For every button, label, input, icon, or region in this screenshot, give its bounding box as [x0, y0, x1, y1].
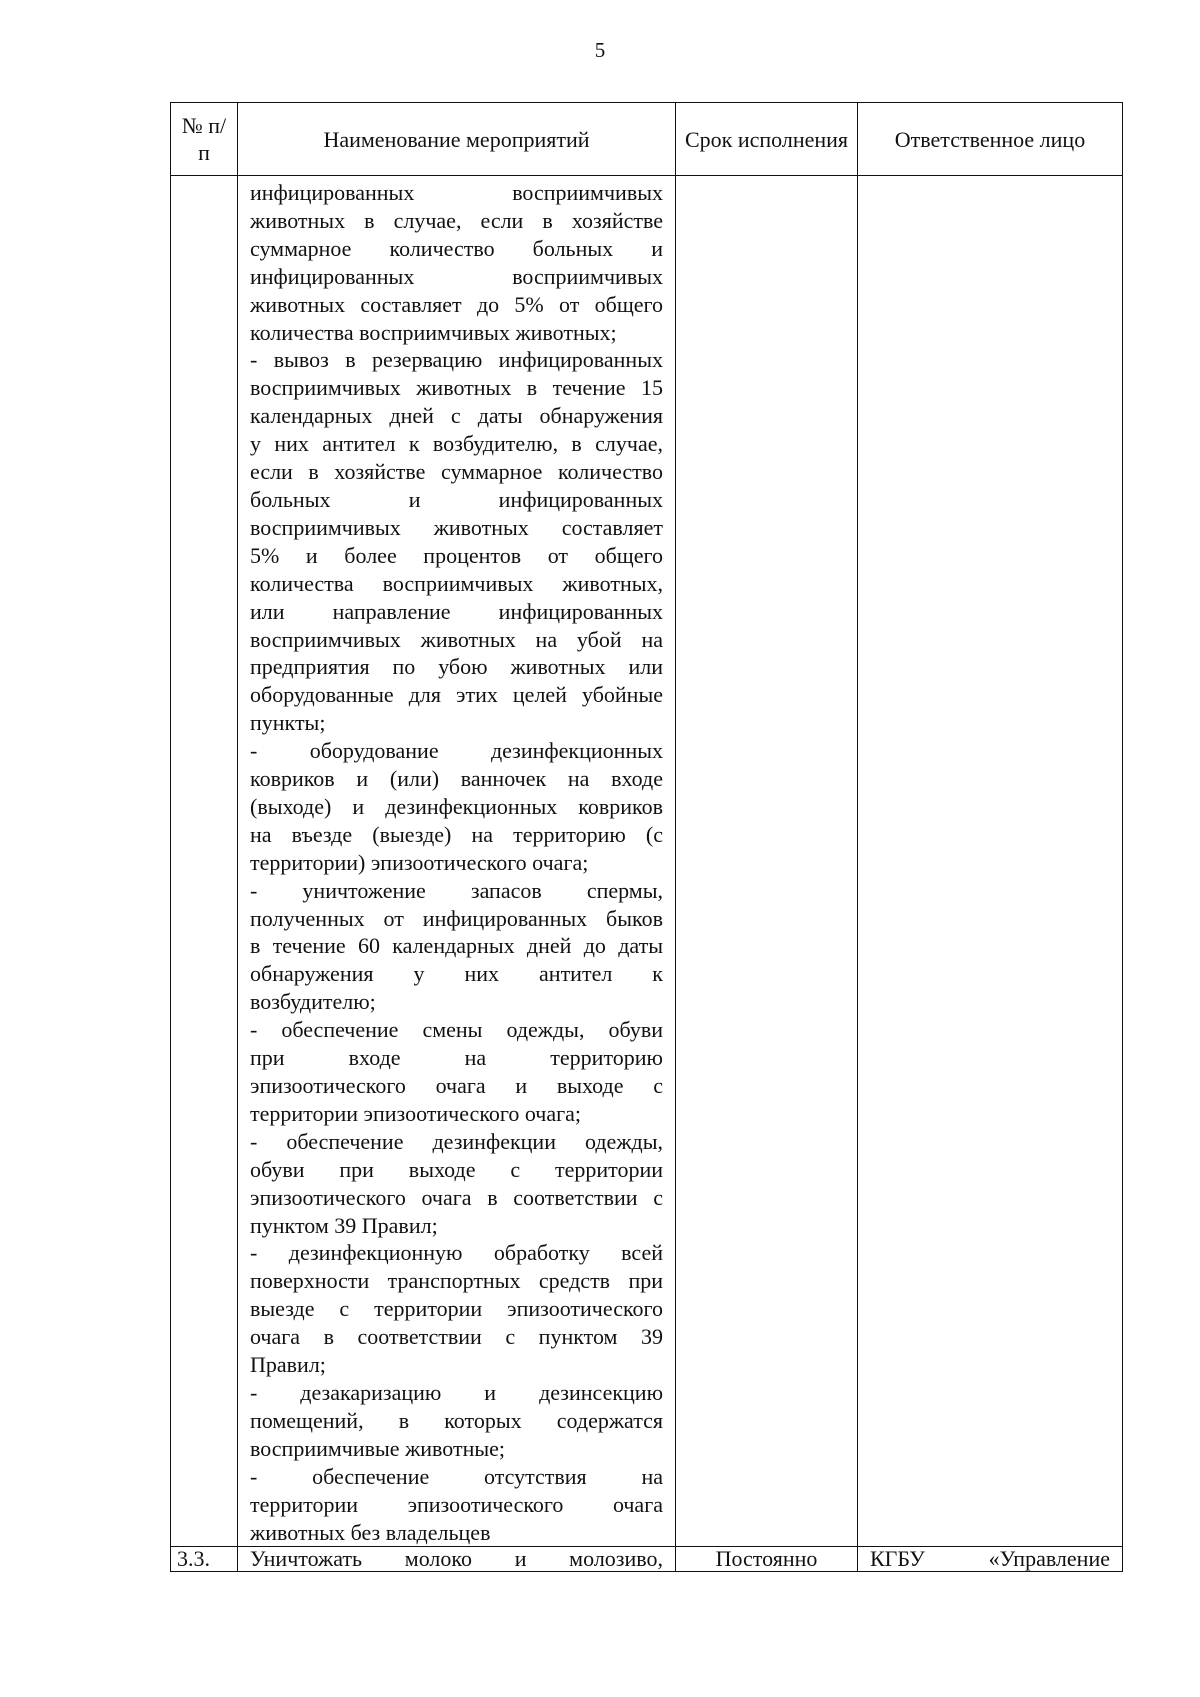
measure-text-line: суммарное количество больных и — [250, 235, 663, 261]
measure-text-line: - дезакаризацию и дезинсекцию — [250, 1379, 663, 1405]
measure-text-line: восприимчивых животных составляет — [250, 514, 663, 540]
measure-text-line: эпизоотического очага в соответствии с — [250, 1184, 663, 1210]
measure-text-line: при входе на территорию — [250, 1045, 663, 1071]
measure-text-line: восприимчивых животных на убой на — [250, 626, 663, 652]
measure-text-line: Правил; — [250, 1352, 326, 1378]
measure-text-line: - обеспечение отсутствия на — [250, 1463, 663, 1489]
measure-text-line: животных в случае, если в хозяйстве — [250, 207, 663, 233]
measure-text-line: восприимчивые животные; — [250, 1435, 506, 1461]
cell-term — [676, 176, 858, 1547]
page-number: 5 — [594, 38, 606, 62]
cell-responsible-3-3-text: КГБУ «Управление — [870, 1546, 1110, 1572]
cell-num — [171, 176, 238, 1547]
measure-text-line: эпизоотического очага и выходе с — [250, 1073, 663, 1098]
measure-text-line: - обеспечение дезинфекции одежды, — [250, 1128, 663, 1154]
measure-text-line: (выходе) и дезинфекционных ковриков — [250, 793, 663, 819]
measure-text-line: больных и инфицированных — [250, 486, 663, 512]
measure-text-line: пункты; — [250, 710, 326, 736]
measure-text-line: - уничтожение запасов спермы, — [250, 877, 663, 903]
measure-text-line: поверхности транспортных средств при — [250, 1268, 663, 1294]
measure-text-line: территории эпизоотического очага; — [250, 1100, 582, 1126]
header-num: № п/п — [171, 103, 238, 176]
cell-num-3-3: 3.3. — [171, 1547, 238, 1572]
measure-text-line: обуви при выходе с территории — [250, 1156, 663, 1182]
measure-text-line: полученных от инфицированных быков — [250, 905, 663, 931]
header-responsible: Ответственное лицо — [858, 103, 1123, 176]
measure-text-line: животных без владельцев — [250, 1519, 491, 1545]
measure-text-line: - оборудование дезинфекционных — [250, 738, 663, 764]
measure-text-line: количества восприимчивых животных, — [250, 570, 663, 596]
measure-text-line: ковриков и (или) ванночек на входе — [250, 766, 663, 792]
measure-text-line: у них антител к возбудителю, в случае, — [250, 431, 663, 457]
measure-text-line: инфицированных восприимчивых — [250, 180, 663, 205]
measure-text-line: на въезде (выезде) на территорию (с — [250, 821, 663, 847]
table-header-row — [171, 103, 1123, 176]
cell-responsible-3-3 — [858, 1547, 1123, 1572]
measure-text-line: календарных дней с даты обнаружения — [250, 403, 663, 429]
measure-text-line: в течение 60 календарных дней до даты — [250, 933, 663, 959]
measure-text-line: обнаружения у них антител к — [250, 961, 663, 987]
cell-responsible — [858, 176, 1123, 1547]
measure-text-line: - обеспечение смены одежды, обуви — [250, 1017, 663, 1043]
measure-text-line: животных составляет до 5% от общего — [250, 291, 663, 317]
measure-text-line: если в хозяйстве суммарное количество — [250, 459, 663, 485]
measure-text-line: 5% и более процентов от общего — [250, 542, 663, 568]
table-row-3-3 — [171, 1547, 1123, 1572]
measure-text-line: очага в соответствии с пунктом 39 — [250, 1324, 663, 1350]
header-name: Наименование мероприятий — [238, 103, 676, 176]
measure-text-line: возбудителю; — [250, 989, 376, 1015]
header-term: Срок исполнения — [676, 103, 858, 176]
cell-name-3-3 — [238, 1547, 676, 1572]
measure-text-line: - дезинфекционную обработку всей — [250, 1240, 663, 1266]
measures-table — [170, 102, 1123, 1572]
cell-name-3-3-text: Уничтожать молоко и молозиво, — [250, 1546, 663, 1572]
measure-text-line: количества восприимчивых животных; — [250, 319, 617, 345]
measure-text-line: - вывоз в резервацию инфицированных — [250, 347, 663, 373]
measure-text-line: инфицированных восприимчивых — [250, 263, 663, 289]
measure-text-line: помещений, в которых содержатся — [250, 1407, 663, 1433]
cell-term-3-3: Постоянно — [676, 1547, 858, 1572]
measure-text-line: выезде с территории эпизоотического — [250, 1296, 663, 1322]
measure-text-line: восприимчивых животных в течение 15 — [250, 375, 663, 401]
measure-text-line: предприятия по убою животных или — [250, 654, 663, 680]
cell-measures-text — [238, 176, 676, 1547]
measure-text-line: пунктом 39 Правил; — [250, 1212, 438, 1238]
measure-text-line: территории эпизоотического очага — [250, 1491, 663, 1517]
measure-text-line: или направление инфицированных — [250, 598, 663, 624]
measure-text-line: оборудованные для этих целей убойные — [250, 682, 663, 708]
measure-text-line: территории) эпизоотического очага; — [250, 849, 589, 875]
table-row-continued — [171, 176, 1123, 1547]
